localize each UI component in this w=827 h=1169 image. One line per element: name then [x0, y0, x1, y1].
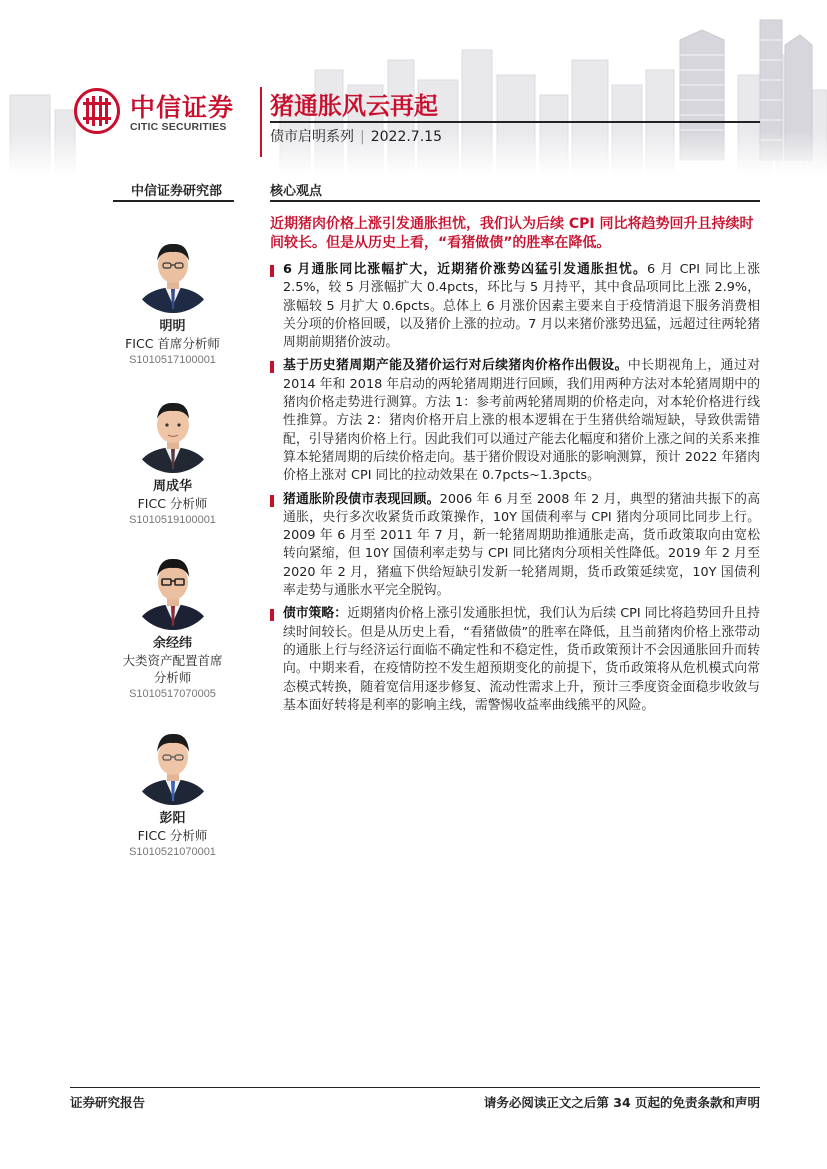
analyst-role: FICC 首席分析师 — [125, 336, 220, 351]
list-item — [270, 605, 760, 715]
footer-rule — [70, 1087, 760, 1088]
core-views-heading: 核心观点 — [270, 184, 323, 199]
series-name: 债市启明系列 — [270, 129, 354, 145]
analyst-name: 周成华 — [152, 479, 192, 494]
analyst-photo-icon — [131, 389, 215, 473]
analyst-card — [110, 229, 235, 368]
footer-report-type: 证券研究报告 — [70, 1095, 146, 1110]
analyst-role: FICC 分析师 — [137, 828, 208, 843]
analyst-license-id: S1010517070005 — [129, 688, 216, 700]
analyst-name: 余经纬 — [152, 636, 192, 651]
bullet-lead: 6 月通胀同比涨幅扩大，近期猪价涨势凶猛引发通胀担忧。 — [283, 262, 647, 277]
bullet-text: 6 月 CPI 同比上涨 2.5%，较 5 月涨幅扩大 0.4pcts，环比与 5 月持平，其中食品项同比上涨 2.9%，涨幅较 5 月扩大 0.6pcts。总体上 6 月涨价因素主要来自于疫情消退下服务消费相关分项的价格回暖，以及猪价上涨的拉动。7 月以来猪价涨势迅猛，远超过往两轮猪周期前期猪价波动。 — [283, 262, 761, 351]
header-divider — [260, 87, 262, 157]
bullet-lead: 基于历史猪周期产能及猪价运行对后续猪肉价格作出假设。 — [283, 358, 628, 374]
core-views-rule — [270, 200, 760, 202]
analyst-license-id: S1010519100001 — [129, 514, 216, 526]
report-title: 猪通胀风云再起 — [270, 92, 438, 120]
title-rule — [270, 121, 760, 123]
list-item — [270, 357, 760, 485]
analyst-license-id: S1010521070001 — [129, 846, 216, 858]
list-item — [270, 491, 760, 601]
analyst-role: FICC 分析师 — [137, 496, 208, 511]
series-divider: | — [360, 129, 365, 145]
core-summary: 近期猪肉价格上涨引发通胀担忧，我们认为后续 CPI 同比将趋势回升且持续时间较长。但是从历史上看，“看猪做债”的胜率在降低。 — [270, 216, 754, 251]
bullet-lead: 债市策略： — [283, 606, 348, 622]
analyst-photo-icon — [131, 229, 215, 313]
series-line — [270, 126, 442, 146]
bullet-text: 近期猪肉价格上涨引发通胀担忧，我们认为后续 CPI 同比将趋势回升且持续时间较长。但是从历史上看，“看猪做债”的胜率在降低，且当前猪肉价格上涨带动的通胀上行与经济运行面临不确定性和不稳定性，货币政策预计不会因通胀回升而转向。中期来看，在疫情防控不发生超预期变化的前提下，货币政策将从危机模式向常态模式转换，随着宽信用逐步修复、流动性需求上升，预计三季度资金面稳步收敛与基本面好转将是利率的影响主线，需警惕收益率曲线熊平的风险。 — [283, 606, 761, 713]
analyst-license-id: S1010517100001 — [129, 354, 216, 366]
analyst-name: 明明 — [159, 319, 186, 334]
analyst-photo-icon — [131, 721, 215, 805]
bullet-lead: 猪通胀阶段债市表现回顾。 — [283, 491, 440, 507]
bullet-text: 2006 年 6 月至 2008 年 2 月，典型的猪油共振下的高通胀，央行多次收紧货币政策操作，10Y 国债利率与 CPI 猪肉分项同比同步上行。2009 年 6 月至 2011 年 7 月，新一轮猪周期助推通胀走高，货币政策取向由宽松转向紧缩，但 10Y 国债利率走势与 CPI 同比猪肉分项相关性降低。2019 年 2 月至 2020 年 2 月，猪瘟下供给短缺引发新一轮猪周期，货币政策延续宽，10Y 国债利率走势与通胀水平完全脱钩。 — [283, 491, 760, 599]
analyst-name: 彭阳 — [159, 811, 186, 826]
logo-text-cn: 中信证券 — [130, 93, 235, 122]
citic-logo-mark-icon — [74, 88, 120, 134]
citic-logo — [74, 88, 264, 138]
analyst-card — [110, 546, 235, 702]
department-heading: 中信证券研究部 — [130, 184, 222, 199]
analyst-role-line2: 分析师 — [153, 670, 192, 685]
analyst-photo-icon — [131, 546, 215, 630]
logo-text-en: CITIC SECURITIES — [130, 121, 227, 133]
footer-disclaimer: 请务必阅读正文之后第 34 页起的免责条款和声明 — [483, 1095, 760, 1110]
list-item — [270, 261, 760, 352]
analyst-card — [110, 721, 235, 860]
analyst-role: 大类资产配置首席 — [122, 653, 223, 668]
analyst-card — [110, 389, 235, 528]
bullet-list — [270, 261, 760, 720]
bullet-text: 中长期视角上，通过对 2014 年和 2018 年启动的两轮猪周期进行回顾，我们用两种方法对本轮猪周期中的猪肉价格走势进行测算。方法 1：参考前两轮猪周期的价格走向，对本轮价格进行线性推算。方法 2：猪肉价格开启上涨的根本逻辑在于生猪供给端短缺，导致供需错配，引导猪肉价格上行。因此我们可以通过产能去化幅度和猪价上涨之间的关系来推算本轮猪周期的后续价格走向。基于猪价假设对通胀的影响测算，预计 2022 年猪肉价格上涨对 CPI 同比的拉动效果在 0.7pcts~1.3pcts。 — [283, 358, 761, 484]
report-date: 2022.7.15 — [370, 129, 442, 145]
department-rule — [113, 200, 234, 202]
